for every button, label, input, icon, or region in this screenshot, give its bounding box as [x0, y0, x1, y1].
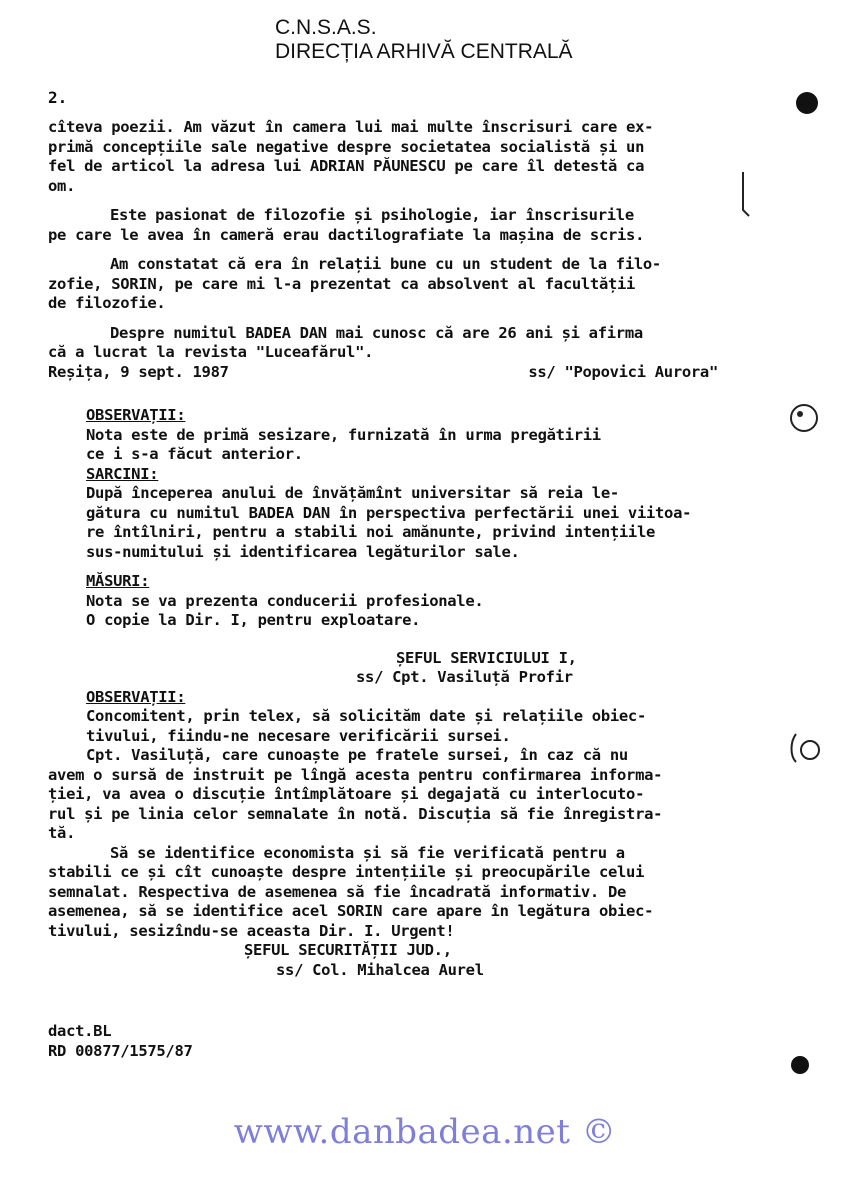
- archive-header: [275, 16, 573, 64]
- header-department: DIRECȚIA ARHIVĂ CENTRALĂ: [275, 40, 573, 63]
- text-line: semnalat. Respectiva de asemenea să fie încadrată informativ. De: [48, 882, 627, 901]
- signature-2-name: ss/ Col. Mihalcea Aurel: [276, 960, 484, 979]
- text-line: ce i s-a făcut anterior.: [86, 445, 303, 463]
- text-line: Concomitent, prin telex, să solicităm date și relațiile obiec-: [86, 707, 646, 725]
- text-line: rul și pe linia celor semnalate în notă. Discuția să fie înregistra-: [48, 804, 663, 823]
- text-line: gătura cu numitul BADEA DAN în perspectiva perfectării unei viitoa-: [86, 503, 692, 522]
- place-date-row: [48, 363, 758, 383]
- paragraph-4: [48, 324, 758, 363]
- paragraph-3: [48, 255, 758, 314]
- text-line: pe care le avea în cameră erau dactilografiate la mașina de scris.: [48, 225, 645, 244]
- signature-2-title: ȘEFUL SECURITĂȚII JUD.,: [244, 941, 452, 959]
- scan-artifact-icon: [786, 400, 822, 436]
- signature-1-name: ss/ Cpt. Vasiluță Profir: [356, 668, 573, 686]
- watermark-footer: www.danbadea.net ©: [233, 1112, 617, 1152]
- text-line: După începerea anului de învățămînt universitar să reia le-: [86, 484, 619, 502]
- signature-1-title: ȘEFUL SERVICIULUI I,: [396, 648, 577, 667]
- scan-artifact-icon: [786, 728, 826, 768]
- text-line: tivului, fiindu-ne necesare verificării sursei.: [86, 726, 511, 745]
- document-body: [48, 118, 758, 1061]
- paragraph-2: [48, 206, 758, 245]
- text-line: cîteva poezii. Am văzut în camera lui mai multe înscrisuri care ex-: [48, 118, 654, 136]
- text-line: Despre numitul BADEA DAN mai cunosc că are 26 ani și afirma: [110, 323, 643, 342]
- page-number: 2.: [48, 88, 68, 107]
- place-date: Reșița, 9 sept. 1987: [48, 362, 229, 381]
- header-institution: C.N.S.A.S.: [275, 16, 377, 39]
- text-line: Nota se va prezenta conducerii profesionale.: [86, 591, 484, 610]
- text-line: Să se identifice economista și să fie verificată pentru a: [110, 843, 625, 862]
- source-signature: ss/ "Popovici Aurora": [528, 362, 718, 381]
- text-line: Este pasionat de filozofie și psihologie, iar înscrisurile: [110, 206, 634, 224]
- text-line: ției, va avea o discuție întîmplătoare și degajată cu interlocuto-: [48, 785, 645, 803]
- scan-artifact-icon: [735, 170, 755, 220]
- text-line: asemenea, să se identifice acel SORIN care apare în legătura obiec-: [48, 902, 654, 920]
- text-line: zofie, SORIN, pe care mi l-a prezentat ca absolvent al facultății: [48, 274, 636, 293]
- observations-1-title: OBSERVAȚII:: [86, 406, 186, 424]
- text-line: om.: [48, 176, 76, 195]
- observations-2-title: OBSERVAȚII:: [86, 687, 186, 706]
- text-line: avem o sursă de instruit pe lîngă acesta pentru confirmarea informa-: [48, 765, 663, 784]
- text-line: re întîlniri, pentru a stabili noi amănunte, privind intențiile: [86, 523, 656, 541]
- punch-hole-icon: [796, 92, 818, 114]
- text-line: tă.: [48, 824, 76, 842]
- text-line: O copie la Dir. I, pentru exploatare.: [86, 611, 421, 629]
- text-line: primă concepțiile sale negative despre societatea socialistă și un: [48, 137, 645, 156]
- tasks-title: SARCINI:: [86, 464, 159, 483]
- registry-reference: RD 00877/1575/87: [48, 1041, 193, 1060]
- text-line: de filozofie.: [48, 294, 166, 312]
- paragraph-1: [48, 118, 758, 196]
- text-line: că a lucrat la revista "Luceafărul".: [48, 343, 374, 361]
- punch-hole-icon: [791, 1056, 809, 1074]
- text-line: Cpt. Vasiluță, care cunoaște pe fratele sursei, în caz că nu: [86, 746, 628, 764]
- text-line: tivului, sesizîndu-se aceasta Dir. I. Urgent!: [48, 921, 455, 940]
- text-line: fel de articol la adresa lui ADRIAN PĂUNESCU pe care îl detestă ca: [48, 157, 645, 175]
- measures-title: MĂSURI:: [86, 572, 150, 590]
- text-line: Nota este de primă sesizare, furnizată în urma pregătirii: [86, 425, 601, 444]
- text-line: stabili ce și cît cunoaște despre intențiile și preocupările celui: [48, 863, 645, 881]
- text-line: Am constatat că era în relații bune cu un student de la filo-: [110, 255, 661, 273]
- text-line: sus-numitului și identificarea legăturilor sale.: [86, 542, 520, 561]
- typist-reference: dact.BL: [48, 1022, 112, 1040]
